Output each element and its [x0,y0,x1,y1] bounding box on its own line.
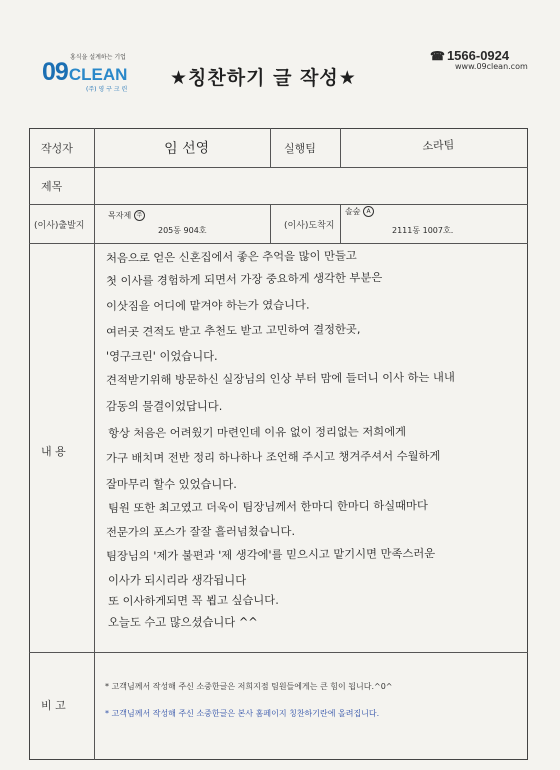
content-line: 오늘도 수고 많으셨습니다 ^^ [108,616,258,629]
row-divider [29,652,528,653]
to-circle-mark: A [363,206,374,217]
team-label: 실행팀 [284,142,316,155]
writer-label: 작성자 [41,142,73,155]
content-line: 이삿짐을 어디에 맡겨야 하는가 였습니다. [106,298,310,313]
content-line: 견적받기위해 방문하신 실장님의 인상 부터 맘에 들더니 이사 하는 내내 [106,370,455,387]
from-circle-mark: 주 [134,210,145,221]
company-logo [42,52,142,96]
remarks-label: 비 고 [41,699,66,712]
content-line: 팀원 또한 최고였고 더욱이 팀장님께서 한마디 한마디 하실때마다 [108,499,428,515]
phone-number: ☎ 1566-0924 [430,48,510,63]
column-divider [340,204,341,243]
content-body [98,248,526,648]
content-line: 전문가의 포스가 잘잘 흘러넘쳤습니다. [106,525,296,539]
column-divider [340,128,341,167]
logo-brand: 09CLEAN [42,58,128,86]
subject-label: 제목 [41,180,63,193]
content-line: 첫 이사를 경험하게 되면서 가장 중요하게 생각한 부분은 [106,271,383,288]
content-line: 처음으로 얻은 신혼집에서 좋은 추억을 많이 만들고 [106,249,357,265]
move-to-label: (이사)도착지 [284,221,335,231]
logo-korean-name: (주) 영 구 크 린 [86,86,128,93]
move-from-value-line1: 목자제 주 [108,210,145,221]
phone-icon: ☎ [430,49,445,63]
row-divider [29,167,528,168]
content-line: 팀장님의 '제가 불편과 '제 생각에'를 믿으시고 맡기시면 만족스러운 [106,547,436,563]
remarks-note-2: * 고객님께서 작성해 주신 소중한글은 본사 홈페이지 칭찬하기란에 올려집니다. [105,709,380,718]
content-line: 항상 처음은 어려웠기 마련인데 이유 없이 정리없는 저희에게 [108,425,407,440]
writer-value: 임 선영 [164,140,210,157]
content-line: 이사가 되시리라 생각됩니다 [108,574,247,587]
page-title: ★칭찬하기 글 작성★ [170,67,357,89]
move-to-value-line1: 솔숲 A [345,206,374,217]
content-line: 잘마무리 할수 있었습니다. [106,478,237,491]
move-from-value-line2: 205동 904호 [158,226,207,235]
logo-brand-clean: CLEAN [68,65,128,84]
content-line: 감동의 물결이었답니다. [106,400,223,413]
logo-tagline: 홍식을 설계하는 기업 [70,54,126,61]
row-divider [29,204,528,205]
column-divider [270,128,271,167]
website-url: www.09clean.com [455,62,528,71]
move-from-label: (이사)출발지 [34,221,85,231]
content-label: 내 용 [41,445,66,458]
label-column-divider [94,128,95,760]
content-line: 여러곳 견적도 받고 추천도 받고 고민하여 결정한곳, [106,322,361,339]
row-divider [29,243,528,244]
move-to-value-line2: 2111동 1007호. [392,226,454,235]
remarks-note-1: * 고객님께서 작성해 주신 소중한글은 저희지점 팀원들에게는 큰 힘이 됩니다.^0^ [105,682,393,691]
content-line: '영구크린' 이었습니다. [106,350,218,363]
content-line: 또 이사하게되면 꼭 뵙고 싶습니다. [108,593,279,608]
content-line: 가구 배치며 전반 정리 하나하나 조언해 주시고 챙겨주셔서 수월하게 [106,449,441,465]
team-value: 소라팀 [422,138,455,153]
column-divider [270,204,271,243]
